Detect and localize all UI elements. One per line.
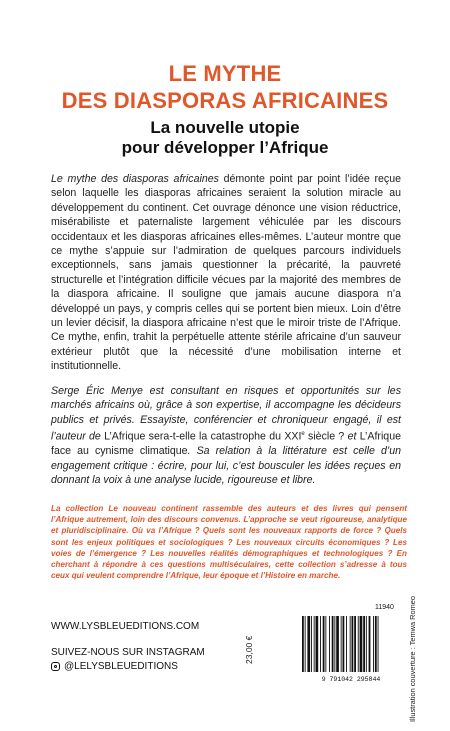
barcode-bar — [369, 616, 371, 672]
barcode-digits: 9 791042 295844 — [321, 676, 381, 683]
barcode-bar — [378, 616, 379, 672]
barcode-bar — [341, 616, 342, 672]
barcode-bar — [360, 616, 363, 672]
barcode-bar — [363, 616, 365, 672]
price-label: 23,00 € — [244, 635, 254, 664]
barcode-bar — [311, 616, 312, 672]
barcode-bar — [302, 616, 304, 672]
bio-and: et — [344, 430, 360, 443]
synopsis-text: démonte point par point l’idée reçue selon laquelle les diasporas africaines seraient la solution miracle au développement du continent. Cet ouvrage dénonce une vision réductrice, misérabiliste et paternaliste largement véhiculée par les discours occidentaux et les diasporas africaines elles-mêmes. L’auteur montre que ce mythe s’appuie sur l’admiration de quelques parcours individuels exceptionnels, sans jamais questionner la précarité, la pauvreté structurelle et l’intégration difficile vécues par la majorité des membres de la diaspora africaine. Il souligne que jamais aucune diaspora n’a développé un pays, y compris celles qui se portent bien mieux. Loin d’être un levier décisif, la diaspora africaine n’est que le miroir triste de l’Afrique. Ce mythe, enfin, trahit la perpétuelle attente stérile africaine d’un sauveur extérieur plutôt que la nécessité d’une mobilisation interne et institutionnelle. — [51, 173, 401, 373]
publisher-website[interactable]: WWW.LYSBLEUEDITIONS.COM — [51, 621, 200, 632]
bio-part-2: . Sa relation à la littérature est celle d’un engagement critique : écrire, pour lui, c’est bousculer les idées reçues en donnant la voix à une analyse lucide, rigoureuse et libre. — [51, 445, 401, 486]
barcode-bar — [316, 616, 319, 672]
barcode-bar — [323, 616, 325, 672]
barcode-bar — [358, 616, 359, 672]
bio-book-2: L’Afrique face au cynisme climatique — [51, 430, 401, 458]
title-line-1: LE MYTHE — [168, 61, 282, 86]
product-code: 11940 — [375, 604, 394, 611]
synopsis-paragraph — [51, 172, 401, 374]
barcode-bar — [352, 616, 354, 672]
instagram-icon — [51, 662, 60, 671]
subtitle-line-1: La nouvelle utopie — [150, 118, 300, 137]
barcode-bar — [375, 616, 377, 672]
barcode-bar — [305, 616, 306, 672]
barcode-bar — [354, 616, 356, 672]
author-bio-paragraph — [51, 384, 401, 487]
barcode-bar — [320, 616, 321, 672]
instagram-follow-text: SUIVEZ-NOUS SUR INSTAGRAM — [51, 647, 205, 658]
barcode-bar — [343, 616, 345, 672]
barcode-bar — [346, 616, 347, 672]
synopsis-book-title: Le mythe des diasporas africaines — [51, 173, 219, 185]
collection-paragraph: La collection Le nouveau continent rassemble des auteurs et des livres qui pensent l’Afrique autrement, loin des discours convenus. L’approche se veut rigoureuse, analytique et pluridisciplinaire. Où va l’Afrique ? Quels sont les nouveaux rapports de force ? Quels sont les enjeux politiques et sociologiques ? Les nouveaux circuits économiques ? Les voies de l’émergence ? Les nouvelles réalités démographiques et technologiques ? En cherchant à répondre à ces questions multiséculaires, cette collection s’adresse à tous ceux qui veulent comprendre l’Afrique, leur époque et l’Histoire en marche. — [51, 504, 407, 581]
barcode-bar — [373, 616, 374, 672]
barcode-bar — [366, 616, 367, 672]
bio-book-1: L’Afrique sera-t-elle la catastrophe du XXI — [104, 430, 302, 443]
barcode-bar — [307, 616, 310, 672]
barcode-bar — [334, 616, 335, 672]
barcode-bars — [302, 616, 379, 672]
barcode — [296, 612, 407, 684]
title-line-2: DES DIASPORAS AFRICAINES — [61, 88, 389, 113]
book-subtitle — [0, 118, 450, 158]
barcode-bar — [336, 616, 339, 672]
barcode-bar — [332, 616, 334, 672]
instagram-link[interactable] — [51, 661, 178, 672]
bio-part-1: Serge Éric Menye est consultant en risques et opportunités sur les marchés africains où, grâce à son expertise, il accompagne les décideurs publics et privés. Essayiste, conférencier et chroniqueur engagé, il est l’auteur de — [51, 385, 401, 443]
subtitle-line-2: pour développer l’Afrique — [121, 138, 329, 157]
barcode-bar — [314, 616, 315, 672]
book-title — [0, 60, 450, 114]
barcode-bar — [329, 616, 330, 672]
barcode-bar — [325, 616, 326, 672]
bio-superscript: e — [301, 431, 305, 438]
instagram-handle: @LELYSBLEUEDITIONS — [64, 661, 178, 672]
barcode-bar — [350, 616, 351, 672]
bio-book-1-end: siècle ? — [304, 430, 345, 443]
illustration-credit: Illustration couverture : Temwa Romeo — [408, 596, 417, 722]
